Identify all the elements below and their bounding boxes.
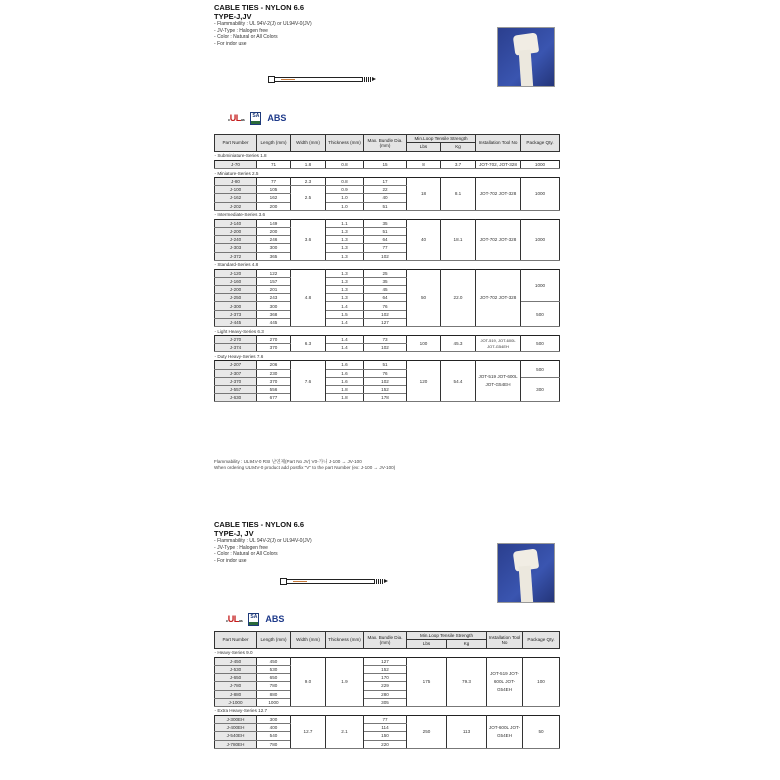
table-row: J-307 230 1.6 76 [215,369,560,377]
series-label: - Extra Heavy-Series 12.7 [215,706,560,715]
col-lbs: Lbs [407,143,441,151]
table-row: J-780EH 780 220 [215,740,560,748]
table-row: J-880 880 280 [215,690,560,698]
table-row: J-650 650 170 [215,674,560,682]
col-part: Part Number [215,135,257,152]
table-row: J-140 149 3.6 1.1 35 40 18.1 JOT-702 JOT-328 1000 [215,219,560,227]
col-qty: Package Qty. [523,632,560,649]
table-row: J-300EH 300 12.7 2.1 77 250 113 JOT-600L JOT-G54EH 50 [215,715,560,723]
table-row: J-70 71 1.8 0.8 15 8 3.7 JOT-702, JOT-328 1000 [215,160,560,168]
table-row: J-450 450 9.0 1.9 127 175 79.3 JOT-519 JOT-600L JOT-G54EH 100 [215,657,560,665]
cable-tie-photo [497,27,555,87]
certification-logos [228,112,286,124]
col-tool: Installation Tool No [476,135,521,152]
sa-logo-icon: SA [250,112,261,125]
col-tensile: Min.Loop Tensile Strength [407,135,476,143]
abs-logo-icon: ABS [267,113,287,123]
table-row: J-200 200 1.3 51 [215,227,560,235]
col-length: Length (mm) [257,632,291,649]
ul-logo-icon: cULus [228,113,245,123]
footnote: Flammability : UL94V-0 RSI 난연제(Part No JV) V0-가니 J-100 → JV-100 [214,459,362,464]
series-label: - Miniature-Series 2.5 [215,169,560,178]
table-row: J-300 300 1.4 76 500 [215,302,560,310]
table-row: J-303 300 1.3 77 [215,244,560,252]
sheet-subtitle: TYPE-J,JV [214,12,252,21]
col-thickness: Thickness (mm) [326,632,364,649]
table-row: J-202 200 1.0 51 [215,202,560,210]
table-row: J-162 162 1.0 40 [215,194,560,202]
footnote: When ordering UL94V-0 product add postfix "V" to the part Number (ex: J-100 → JV-100) [214,465,396,470]
table-row: J-373 368 1.5 102 [215,310,560,318]
cable-tie-photo [497,543,555,603]
table-row: J-100 105 2.5 0.9 22 [215,186,560,194]
cable-tie-drawing-icon [268,76,376,83]
col-tool: Installation Tool No [487,632,523,649]
table-row: J-540EH 540 150 [215,732,560,740]
col-bundle: Max. Bundle Dia. (mm) [364,632,407,649]
spec-item: - For indor use [214,41,559,48]
table-row: J-207 206 7.6 1.6 51 120 54.4 JOT-519 JOT-600L JOT-G54EH 500 [215,361,560,369]
sheet-title: CABLE TIES - NYLON 6.6 [214,3,305,12]
table-row: J-780 780 229 [215,682,560,690]
table-row: J-630 677 1.8 178 [215,394,560,402]
table-row: J-250 243 1.3 64 [215,294,560,302]
series-label: - Duty Heavy-Series 7.6 [215,352,560,361]
cable-tie-drawing-icon [280,578,388,585]
table-row: J-120 122 4.8 1.3 25 50 22.0 JOT-702 JOT-328 1000 [215,269,560,277]
series-label: - Standard-Series 4.8 [215,260,560,269]
footnotes [214,459,395,471]
table-row: J-200 201 1.3 45 [215,286,560,294]
sheet-subtitle: TYPE-J, JV [214,529,254,538]
sheet-title: CABLE TIES - NYLON 6.6 [214,520,305,529]
table-row: J-374 370 1.4 102 [215,344,560,352]
table-row: J-400EH 400 114 [215,724,560,732]
spec-item: - Color : Natural or All Colors [214,551,559,558]
col-tensile: Min.Loop Tensile Strength [407,632,487,640]
col-bundle: Max. Bundle Dia. (mm) [364,135,407,152]
table-row: J-372 365 1.3 102 [215,252,560,260]
col-width: Width (mm) [291,632,326,649]
spec-item: - Color : Natural or All Colors [214,34,559,41]
table-row: J-557 556 1.8 152 [215,385,560,393]
series-label: - Intermediate-Series 3.6 [215,210,560,219]
col-width: Width (mm) [291,135,326,152]
table-row: J-530 530 152 [215,666,560,674]
abs-logo-icon: ABS [265,614,285,624]
table-row: J-370 370 1.6 102 300 [215,377,560,385]
spec-item: - Flammability : UL 94V-2(J) or UL94V-0(JV) [214,21,559,28]
col-length: Length (mm) [257,135,291,152]
col-lbs: Lbs [407,640,447,648]
ul-logo-icon: cULus [226,614,243,624]
table-row: J-240 246 1.3 64 [215,236,560,244]
table-row: J-80 77 2.3 0.8 17 18 8.1 JOT-702 JOT-328 1000 [215,178,560,186]
series-label: - Subminiature-Series 1.8 [215,151,560,160]
spec-item: - JV-Type : Halogen free [214,545,559,552]
spec-item: - Flammability : UL 94V-2(J) or UL94V-0(JV) [214,538,559,545]
spec-table-2 [214,631,560,749]
sa-logo-icon: SA [248,613,259,626]
series-label: - Heavy-Series 9.0 [215,648,560,657]
table-row: J-445 445 1.4 127 [215,318,560,326]
spec-item: - For indor use [214,558,559,565]
certification-logos [226,613,284,625]
table-row: J-1000 1000 305 [215,698,560,706]
table-row: J-160 157 1.3 35 [215,277,560,285]
col-thickness: Thickness (mm) [326,135,364,152]
col-kg: Kg [447,640,487,648]
series-label: - Light Heavy-Series 6.3 [215,327,560,336]
col-kg: Kg [441,143,476,151]
col-part: Part Number [215,632,257,649]
table-row: J-270 270 6.3 1.4 73 100 45.3 JOT-519, JOT-600L JOT-G54EH 500 [215,336,560,344]
col-qty: Package Qty. [521,135,560,152]
spec-table-1 [214,134,560,402]
spec-item: - JV-Type : Halogen free [214,28,559,35]
